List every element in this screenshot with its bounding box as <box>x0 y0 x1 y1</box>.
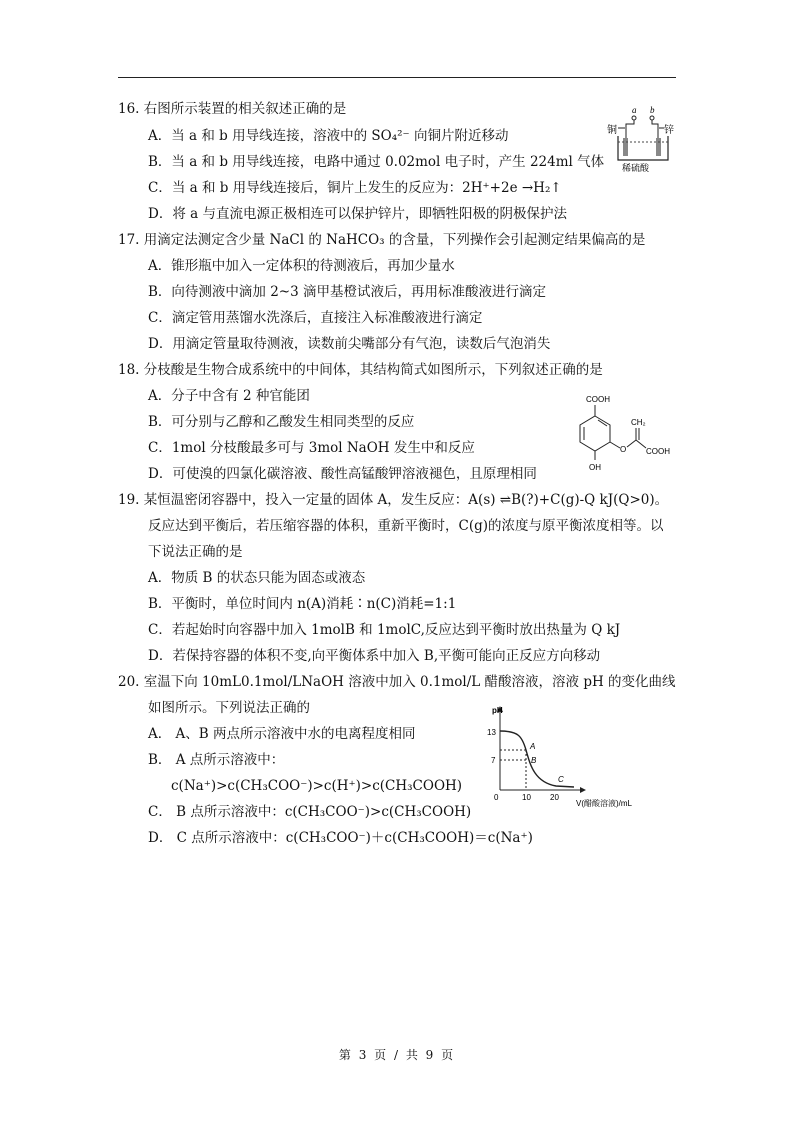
bond-ether <box>610 442 620 448</box>
cooh-right-label: COOH <box>646 447 670 456</box>
q20-option-a: A． A、B 两点所示溶液中水的电离程度相同 <box>148 726 416 742</box>
q19-option-b: B．平衡时，单位时间内 n(A)消耗∶n(C)消耗=1:1 <box>148 596 457 612</box>
copper-label: 铜 <box>607 125 617 136</box>
q20-option-b-detail: c(Na⁺)>c(CH₃COO⁻)>c(H⁺)>c(CH₃COOH) <box>171 778 463 794</box>
q17-option-b: B．向待测液中滴加 2~3 滴甲基橙试液后，再用标准酸液进行滴定 <box>148 284 546 300</box>
y-tick-13: 13 <box>487 728 496 737</box>
q17-option-a: A．锥形瓶中加入一定体积的待测液后，再加少量水 <box>148 258 455 274</box>
q17-option-c: C．滴定管用蒸馏水洗涤后，直接注入标准酸液进行滴定 <box>148 310 483 326</box>
q20-stem-line2: 如图所示。下列说法正确的 <box>148 700 310 716</box>
terminal-b-label: b <box>650 105 655 115</box>
q16-stem: 16. 右图所示装置的相关叙述正确的是 <box>118 101 347 117</box>
q19-stem-line2: 反应达到平衡后，若压缩容器的体积，重新平衡时，C(g)的浓度与原平衡浓度相等。以 <box>148 518 664 534</box>
ph-titration-chart <box>484 702 654 812</box>
ether-o-label: O <box>620 445 627 454</box>
bond-o-c <box>627 440 636 447</box>
q20-option-b: B． A 点所示溶液中： <box>148 752 285 768</box>
q19-stem-line3: 下说法正确的是 <box>148 544 243 560</box>
terminal-b <box>650 116 654 120</box>
q18-option-c: C．1mol 分枝酸最多可与 3mol NaOH 发生中和反应 <box>148 440 475 456</box>
q16-option-b: B．当 a 和 b 用导线连接，电路中通过 0.02mol 电子时，产生 224ml 气体 <box>148 154 605 170</box>
q19-stem-line1: 19. 某恒温密闭容器中，投入一定量的固体 A，发生反应：A(s) ⇌B(?)+C(g)-Q kJ(Q>0)。 <box>118 492 669 508</box>
x-axis-label: V(醋酸溶液)/mL <box>576 799 632 808</box>
q17-option-d: D．用滴定管量取待测液，读数前尖嘴部分有气泡，读数后气泡消失 <box>148 336 551 352</box>
q18-option-d: D．可使溴的四氯化碳溶液、酸性高锰酸钾溶液褪色，且原理相同 <box>148 466 537 482</box>
point-b-label: B <box>531 756 537 765</box>
zinc-label: 锌 <box>664 125 674 136</box>
oh-label: OH <box>589 463 601 472</box>
q20-option-c: C． B 点所示溶液中：c(CH₃COO⁻)>c(CH₃COOH) <box>148 804 472 820</box>
y-tick-7: 7 <box>491 756 496 765</box>
q18-option-b: B．可分别与乙醇和乙酸发生相同类型的反应 <box>148 414 415 430</box>
copper-electrode <box>623 138 628 156</box>
chorismic-acid-structure <box>560 392 680 474</box>
ch2-label: CH₂ <box>631 418 646 427</box>
q19-option-d: D．若保持容器的体积不变,向平衡体系中加入 B,平衡可能向正反应方向移动 <box>148 648 601 664</box>
point-a-label: A <box>530 742 536 751</box>
q17-stem: 17. 用滴定法测定含少量 NaCl 的 NaHCO₃ 的含量，下列操作会引起测定结果偏高的是 <box>118 232 646 248</box>
point-c-label: C <box>558 775 564 784</box>
x-tick-20: 20 <box>550 793 559 802</box>
q16-option-d: D．将 a 与直流电源正极相连可以保护锌片，即牺牲阳极的阴极保护法 <box>148 206 567 222</box>
zinc-electrode <box>656 138 661 156</box>
q18-stem: 18. 分枝酸是生物合成系统中的中间体，其结构简式如图所示，下列叙述正确的是 <box>118 362 603 378</box>
q20-option-d: D． C 点所示溶液中：c(CH₃COO⁻)＋c(CH₃COOH)＝c(Na⁺) <box>148 830 533 846</box>
header-rule <box>118 77 676 78</box>
terminal-a <box>632 116 636 120</box>
acid-label: 稀硫酸 <box>622 164 650 174</box>
electrolytic-cell-figure <box>606 104 678 174</box>
x-axis-arrow <box>580 787 586 793</box>
y-axis-label: pH <box>492 706 503 715</box>
q19-option-c: C．若起始时向容器中加入 1molB 和 1molC,反应达到平衡时放出热量为 Q kJ <box>148 622 621 638</box>
cooh-top-label: COOH <box>586 395 610 404</box>
q18-option-a: A．分子中含有 2 种官能团 <box>148 388 310 404</box>
q16-option-a: A．当 a 和 b 用导线连接，溶液中的 SO₄²⁻ 向铜片附近移动 <box>148 128 509 144</box>
x-tick-10: 10 <box>522 793 531 802</box>
q16-option-c: C．当 a 和 b 用导线连接后，铜片上发生的反应为：2H⁺+2e →H₂↑ <box>148 180 562 196</box>
x-tick-0: 0 <box>494 793 499 802</box>
page-footer: 第 3 页 / 共 9 页 <box>338 1048 456 1062</box>
q20-stem-line1: 20. 室温下向 10mL0.1mol/LNaOH 溶液中加入 0.1mol/L 醋酸溶液，溶液 pH 的变化曲线 <box>118 674 676 690</box>
bond-cooh2 <box>636 440 646 448</box>
terminal-a-label: a <box>632 105 637 115</box>
q19-option-a: A．物质 B 的状态只能为固态或液态 <box>148 570 366 586</box>
